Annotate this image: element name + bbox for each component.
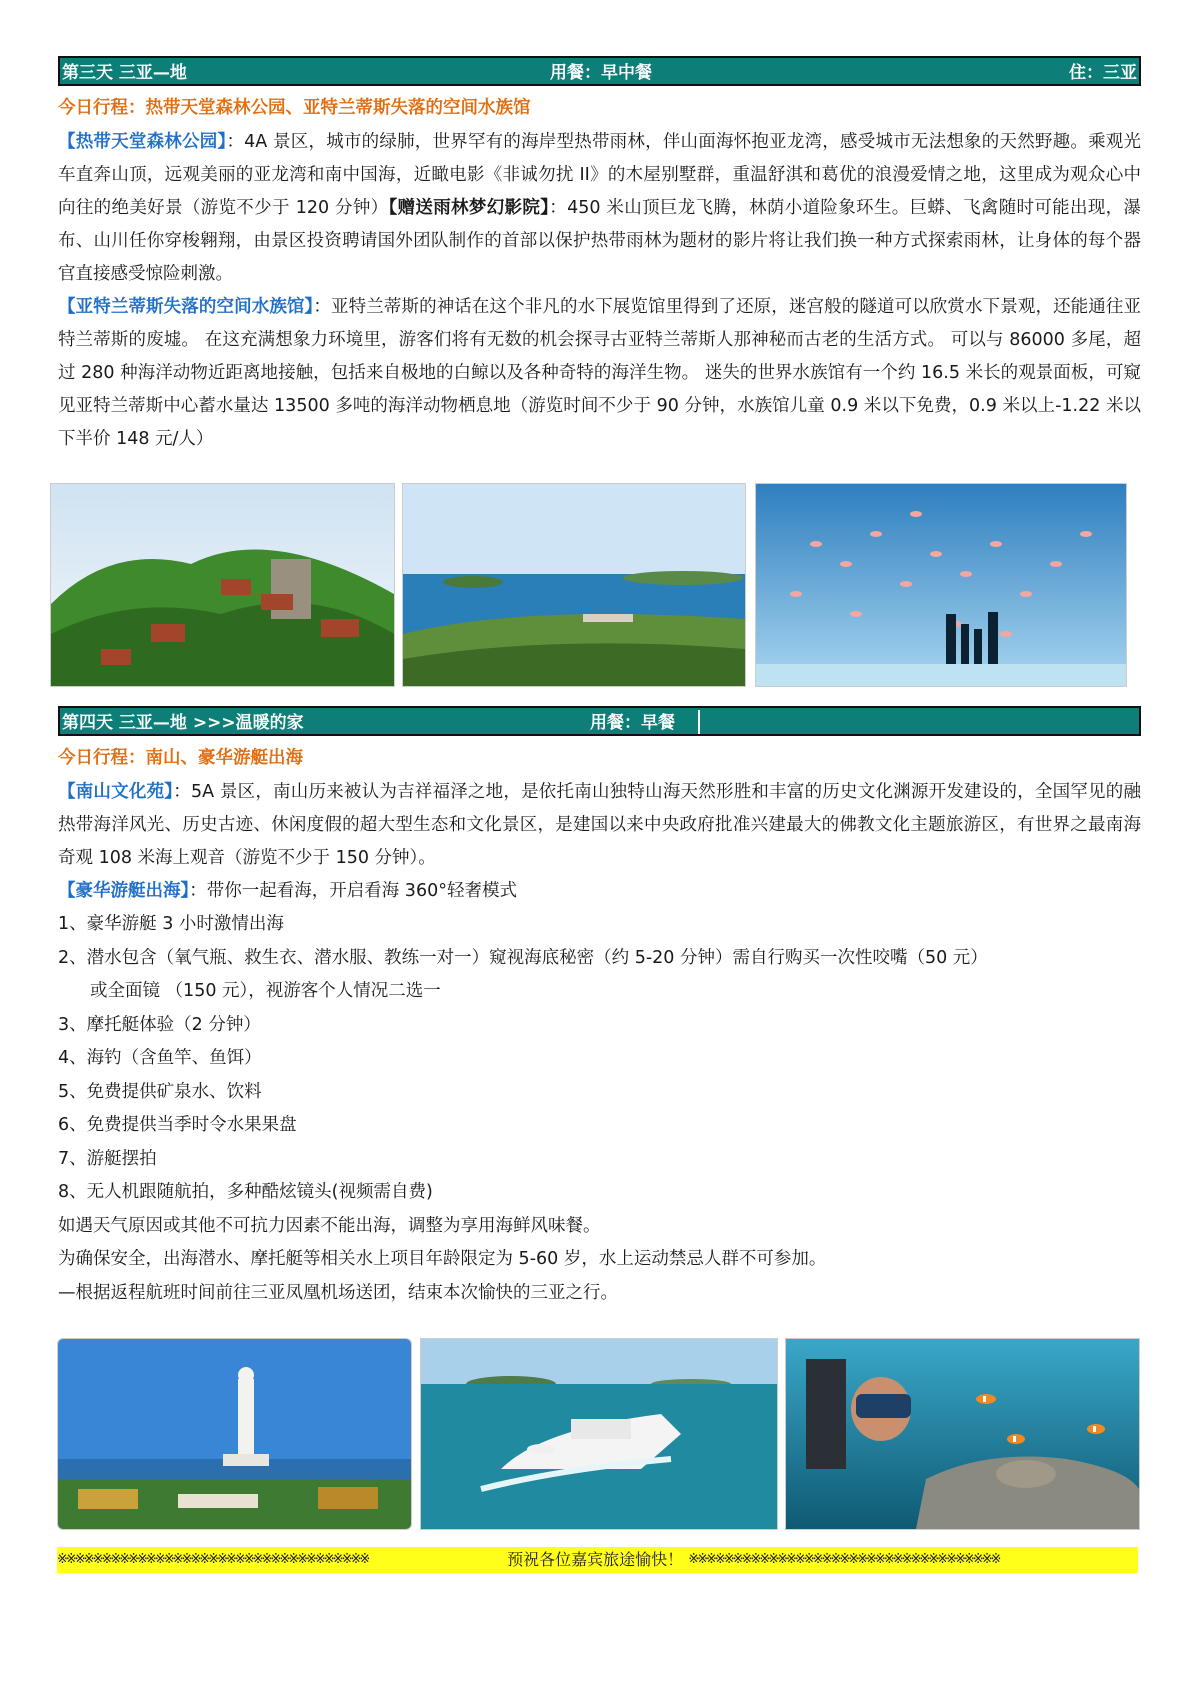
day4-title: 第四天 三亚—地 >>>温暖的家 bbox=[62, 713, 304, 733]
forest-park-title: 【热带天堂森林公园】 bbox=[58, 131, 227, 152]
day3-title: 第三天 三亚—地 bbox=[62, 63, 187, 83]
note-line: 如遇天气原因或其他不可抗力因素不能出海，调整为享用海鲜风味餐。 bbox=[58, 1215, 601, 1236]
aquarium-photo bbox=[755, 483, 1127, 687]
yalong-bay-photo bbox=[402, 483, 746, 687]
day4-itinerary: 今日行程：南山、豪华游艇出海 bbox=[58, 748, 303, 768]
footer-decoration-left: ※※※※※※※※※※※※※※※※※※※※※※※※※※※※※※※※※※※ bbox=[57, 1552, 369, 1567]
yacht-item: 6、免费提供当季时令水果果盘 bbox=[58, 1115, 297, 1135]
rainforest-cinema-title: 【赠送雨林梦幻影院】 bbox=[388, 197, 550, 218]
yacht-item: 4、海钓（含鱼竿、鱼饵） bbox=[58, 1048, 262, 1068]
footer-banner bbox=[57, 1547, 1138, 1573]
day3-itinerary: 今日行程：热带天堂森林公园、亚特兰蒂斯失落的空间水族馆 bbox=[58, 98, 531, 118]
luxury-yacht-photo bbox=[420, 1338, 778, 1530]
yacht-item: 5、免费提供矿泉水、饮料 bbox=[58, 1081, 262, 1102]
yacht-item: 7、游艇摆拍 bbox=[58, 1148, 157, 1169]
yacht-item: 8、无人机跟随航拍，多种酷炫镜头(视频需自费) bbox=[58, 1182, 433, 1202]
aquarium-title: 【亚特兰蒂斯失落的空间水族馆】 bbox=[58, 296, 314, 317]
day4-section bbox=[58, 706, 1141, 1310]
day4-header-bar bbox=[58, 706, 1141, 736]
bar-divider bbox=[698, 710, 700, 734]
yacht-item: 2、潜水包含（氧气瓶、救生衣、潜水服、教练一对一）窥视海底秘密（约 5-20 分钟）需自行购买一次性咬嘴（50 元） bbox=[58, 947, 988, 968]
yacht-intro bbox=[58, 875, 1141, 909]
day3-stay: 住：三亚 bbox=[1069, 63, 1137, 83]
diving-photo bbox=[785, 1338, 1140, 1530]
day3-meal: 用餐：早中餐 bbox=[550, 63, 652, 83]
nanshan-guanyin-photo bbox=[57, 1338, 412, 1530]
yacht-item: 1、豪华游艇 3 小时激情出海 bbox=[58, 914, 284, 934]
aquarium-text: ：亚特兰蒂斯的神话在这个非凡的水下展览馆里得到了还原，迷宫般的隧道可以欣赏水下景观，还能通往亚特兰蒂斯的废墟。 在这充满想象力环境里，游客们将有无数的机会探寻古亚特兰蒂斯人那神秘而古老的生活方式。 可以与 86000 多尾，超过 280 种海洋动物近距离地接触，包括来自极地的白鲸以及各种奇特的海洋生物。 迷失的世界水族馆有一个约 16.5 米长的观景面板，可窥见亚特兰蒂斯中心蓄水量达 13500 多吨的海洋动物栖息地（游览时间不少于 90 分钟，水族馆儿童 0.9 米以下免费，0.9 米以上-1.22 米以下半价 148 元/人） bbox=[58, 296, 1142, 449]
forest-villa-photo bbox=[50, 483, 395, 687]
rainforest-cinema-text: ：450 米山顶巨龙飞腾，林荫小道险象环生。巨蟒、飞禽随时可能出现，瀑布、山川任你穿梭翱翔，由景区投资聘请国外团队制作的首部以保护热带雨林为题材的影片将让我们换一种方式探索雨林，让身体的每个器官直接感受惊险刺激。 bbox=[58, 197, 1142, 284]
forest-park-text: ：4A 景区，城市的绿肺，世界罕有的海岸型热带雨林，伴山面海怀抱亚龙湾，感受城市无法想象的天然野趣。乘观光车直奔山顶，远观美丽的亚龙湾和南中国海，近瞰电影《非诚勿扰 II》的木屋别墅群，重温舒淇和葛优的浪漫爱情之地，这里成为观众心中向往的绝美好景（游览不少于 120 分钟） bbox=[58, 131, 1142, 218]
footer-decoration-right: ※※※※※※※※※※※※※※※※※※※※※※※※※※※※※※※※※※※ bbox=[688, 1552, 1000, 1567]
day3-header-bar bbox=[58, 56, 1141, 86]
day4-meal: 用餐：早餐 bbox=[590, 713, 675, 733]
yacht-text: ：带你一起看海，开启看海 360°轻奢模式 bbox=[189, 880, 517, 901]
yacht-item: 或全面镜 （150 元），视游客个人情况二选一 bbox=[90, 981, 441, 1001]
nanshan-text: ：5A 景区，南山历来被认为吉祥福泽之地，是依托南山独特山海天然形胜和丰富的历史文化渊源开发建设的，全国罕见的融热带海洋风光、历史古迹、休闲度假的超大型生态和文化景区，是建国以来中央政府批准兴建最大的佛教文化主题旅游区，有世界之最南海奇观 108 米海上观音（游览不少于 150 分钟）。 bbox=[58, 781, 1141, 868]
day3-forest-paragraph bbox=[58, 126, 1141, 291]
note-line: 为确保安全，出海潜水、摩托艇等相关水上项目年龄限定为 5-60 岁，水上运动禁忌人群不可参加。 bbox=[58, 1249, 827, 1269]
footer-message: 预祝各位嘉宾旅途愉快！ bbox=[502, 1550, 689, 1569]
note-line: —根据返程航班时间前往三亚凤凰机场送团，结束本次愉快的三亚之行。 bbox=[58, 1282, 618, 1303]
nanshan-title: 【南山文化苑】 bbox=[58, 781, 174, 802]
yacht-item: 3、摩托艇体验（2 分钟） bbox=[58, 1014, 261, 1035]
day3-aquarium-paragraph bbox=[58, 291, 1141, 456]
yacht-title: 【豪华游艇出海】 bbox=[58, 880, 190, 901]
nanshan-paragraph bbox=[58, 776, 1141, 875]
itinerary-page bbox=[58, 56, 1141, 456]
